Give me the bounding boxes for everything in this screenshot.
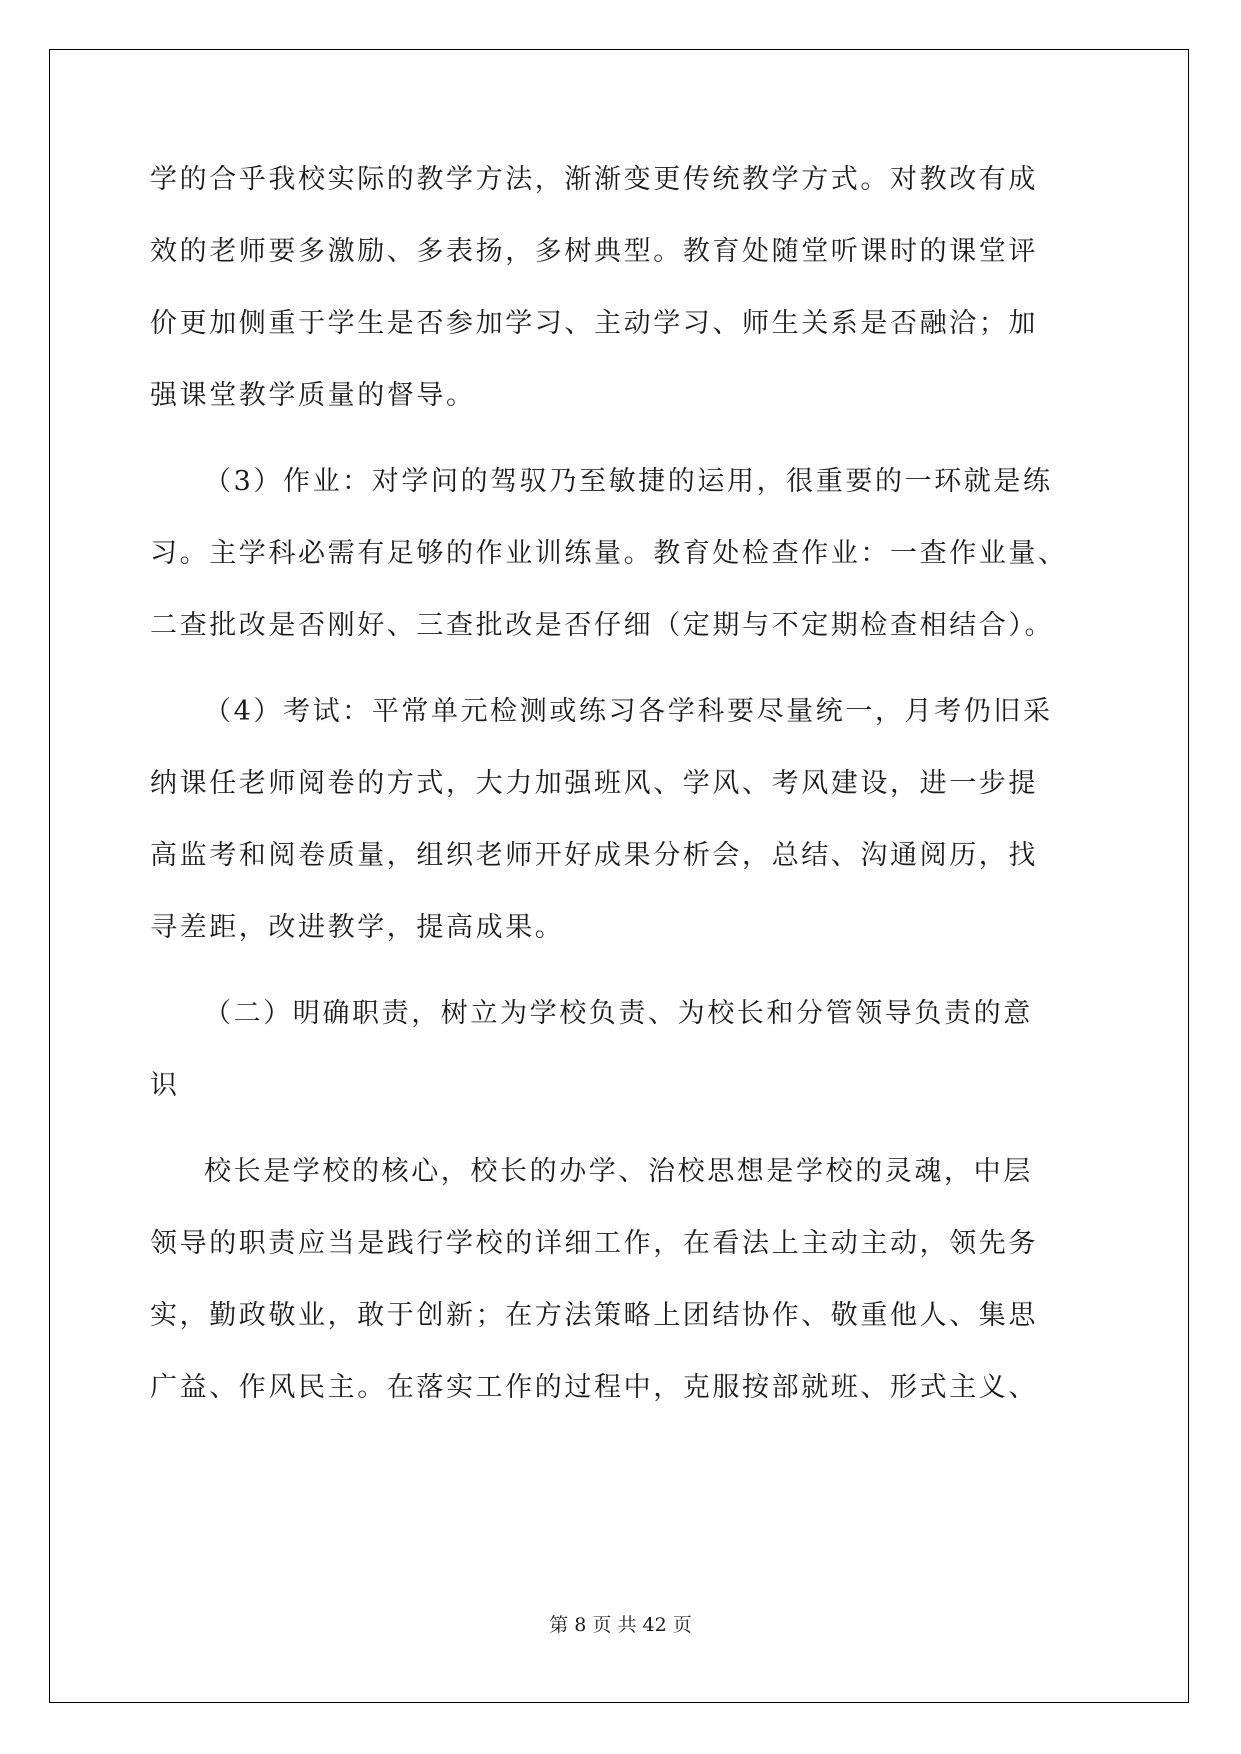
text-line: 纳课任老师阅卷的方式，大力加强班风、学风、考风建设，进一步提 — [150, 768, 1038, 799]
text-line: 实，勤政敬业，敢于创新；在方法策略上团结协作、敬重他人、集思 — [150, 1300, 1038, 1331]
paragraph-start-line: 校长是学校的核心，校长的办学、治校思想是学校的灵魂，中层 — [204, 1156, 1033, 1187]
section-heading-line: 识 — [150, 1070, 180, 1101]
text-line: 领导的职责应当是践行学校的详细工作，在看法上主动主动，领先务 — [150, 1228, 1038, 1259]
text-line: 效的老师要多激励、多表扬，多树典型。教育处随堂听课时的课堂评 — [150, 236, 1038, 267]
page-number-footer: 第 8 页 共 42 页 — [549, 1614, 692, 1636]
text-line: 二查批改是否刚好、三查批改是否仔细（定期与不定期检查相结合）。 — [150, 610, 1055, 641]
text-line: 寻差距，改进教学，提高成果。 — [150, 912, 565, 943]
text-line: 习。主学科必需有足够的作业训练量。教育处检查作业：一查作业量、 — [150, 538, 1068, 569]
text-line: 强课堂教学质量的督导。 — [150, 380, 476, 411]
text-line: 价更加侧重于学生是否参加学习、主动学习、师生关系是否融洽；加 — [150, 308, 1038, 339]
text-line: 学的合乎我校实际的教学方法，渐渐变更传统教学方式。对教改有成 — [150, 164, 1038, 195]
text-line: 高监考和阅卷质量，组织老师开好成果分析会，总结、沟通阅历，找 — [150, 840, 1038, 871]
paragraph-start-line: （3）作业：对学问的驾驭乃至敏捷的运用，很重要的一环就是练 — [204, 466, 1053, 497]
paragraph-start-line: （4）考试：平常单元检测或练习各学科要尽量统一，月考仍旧采 — [204, 696, 1053, 727]
page-border — [49, 49, 1189, 1703]
text-line: 广益、作风民主。在落实工作的过程中，克服按部就班、形式主义、 — [150, 1372, 1038, 1403]
section-heading-line: （二）明确职责，树立为学校负责、为校长和分管领导负责的意 — [204, 998, 1033, 1029]
